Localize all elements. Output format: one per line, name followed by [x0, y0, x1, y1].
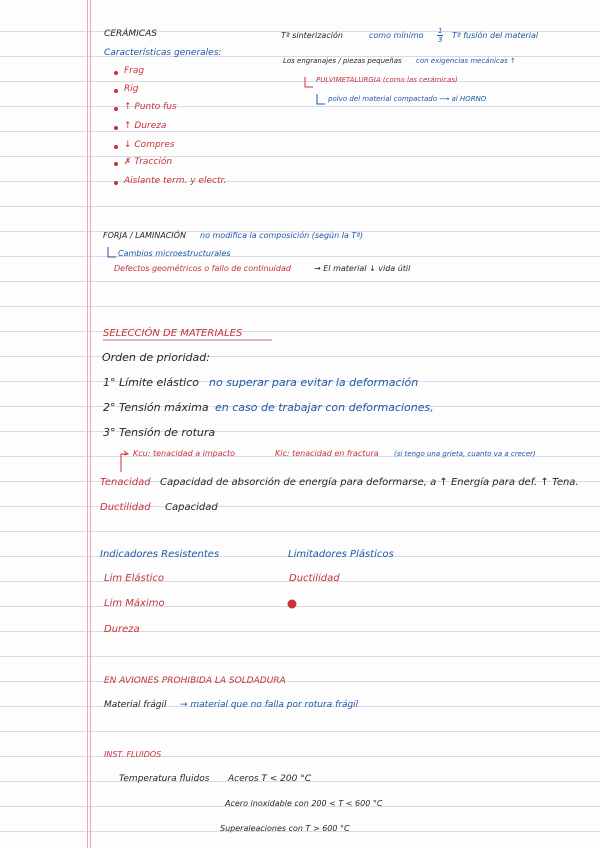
- prioridad-1-blue: no superar para evitar la deformación: [209, 376, 419, 389]
- engranajes-blue: con exigencias mecánicas ↑: [416, 57, 516, 65]
- indicador-item: Lim Elástico: [104, 573, 165, 584]
- limitador-item: Ductilidad: [289, 573, 340, 584]
- pulvimetalurgia: PULVIMETALURGIA (como las cerámicas): [316, 76, 458, 84]
- margin-line-left: [87, 0, 88, 848]
- aviones-title: EN AVIONES PROHIBIDA LA SOLDADURA: [104, 676, 286, 686]
- orden-prioridad: Orden de prioridad:: [102, 351, 210, 364]
- fraction-denominator: 3: [438, 36, 443, 44]
- ceramicas-title: CERÁMICAS: [104, 29, 157, 39]
- cambios-micro: Cambios microestructurales: [118, 249, 231, 258]
- ceramicas-item: Aislante term. y electr.: [124, 176, 227, 186]
- seleccion-title: SELECCIÓN DE MATERIALES: [103, 328, 243, 339]
- indicadores-resistentes-title: Indicadores Resistentes: [100, 549, 220, 560]
- ductilidad-text: Capacidad: [165, 502, 218, 513]
- bullet: [114, 162, 118, 166]
- engranajes-prefix: Los engranajes / piezas pequeñas: [283, 57, 402, 65]
- ceramicas-item: Frag: [124, 66, 145, 76]
- ductilidad-label: Ductilidad: [100, 502, 151, 513]
- tenacidad-label: Tenacidad: [100, 477, 151, 488]
- forja-blue: no modifica la composición (según la Tª): [200, 231, 364, 240]
- bullet: [114, 89, 118, 93]
- aceros-line: Aceros T < 200 °C: [228, 774, 311, 784]
- defectos-rest: → El material ↓ vida útil: [314, 264, 411, 273]
- ceramicas-item: ↑ Punto fus: [124, 102, 177, 112]
- limitadores-plasticos-title: Limitadores Plásticos: [288, 549, 394, 560]
- prioridad-1-black: 1° Límite elástico: [103, 376, 199, 389]
- defectos-red: Defectos geométricos o fallo de continuidad: [114, 264, 291, 273]
- prioridad-2-blue: en caso de trabajar con deformaciones,: [215, 401, 434, 414]
- forja-title: FORJA / LAMINACIÓN: [103, 231, 186, 240]
- kcu-label: Kcu: tenacidad a impacto: [133, 449, 236, 458]
- kic-label: Kic: tenacidad en fractura: [275, 449, 379, 458]
- ceramicas-subtitle: Características generales:: [104, 48, 222, 58]
- ceramicas-item: Rig: [124, 84, 139, 94]
- sinter-blue-a: como mínimo: [369, 31, 424, 40]
- sinter-blue-b: Tª fusión del material: [452, 31, 539, 40]
- indicador-item: Dureza: [104, 624, 140, 635]
- ceramicas-item: ✗ Tracción: [124, 157, 173, 167]
- tenacidad-text: Capacidad de absorción de energía para deformarse, a ↑ Energía para def. ↑ Tena.: [160, 477, 579, 488]
- prioridad-3: 3° Tensión de rotura: [103, 426, 216, 439]
- fluidos-title: INST. FLUIDOS: [104, 750, 162, 759]
- bullet: [114, 126, 118, 130]
- polvo-compactado: polvo del material compactado ⟶ al HORNO: [328, 95, 487, 103]
- temperatura-fluidos: Temperatura fluidos: [119, 774, 210, 784]
- bullet: [114, 181, 118, 185]
- material-no-falla: → material que no falla por rotura frágil: [180, 700, 359, 710]
- ceramicas-item: ↑ Dureza: [124, 121, 167, 131]
- margin-line-right: [90, 0, 91, 848]
- ceramicas-item: ↓ Compres: [124, 140, 175, 150]
- bullet: [114, 107, 118, 111]
- fraction-one-third: [437, 27, 443, 44]
- kic-note: (si tengo una grieta, cuanto va a crecer): [394, 450, 536, 458]
- fraction-numerator: 1: [438, 27, 443, 35]
- prioridad-2-black: 2° Tensión máxima: [103, 401, 209, 414]
- acero-inox-line: Acero inoxidable con 200 < T < 600 °C: [225, 799, 383, 808]
- material-fragil: Material frágil: [104, 700, 167, 710]
- sinter-prefix: Tª sinterización: [281, 31, 343, 40]
- bullet: [114, 145, 118, 149]
- superaleaciones-line: Superaleaciones con T > 600 °C: [220, 824, 350, 833]
- bullet: [114, 71, 118, 75]
- indicador-item: Lim Máximo: [104, 598, 165, 609]
